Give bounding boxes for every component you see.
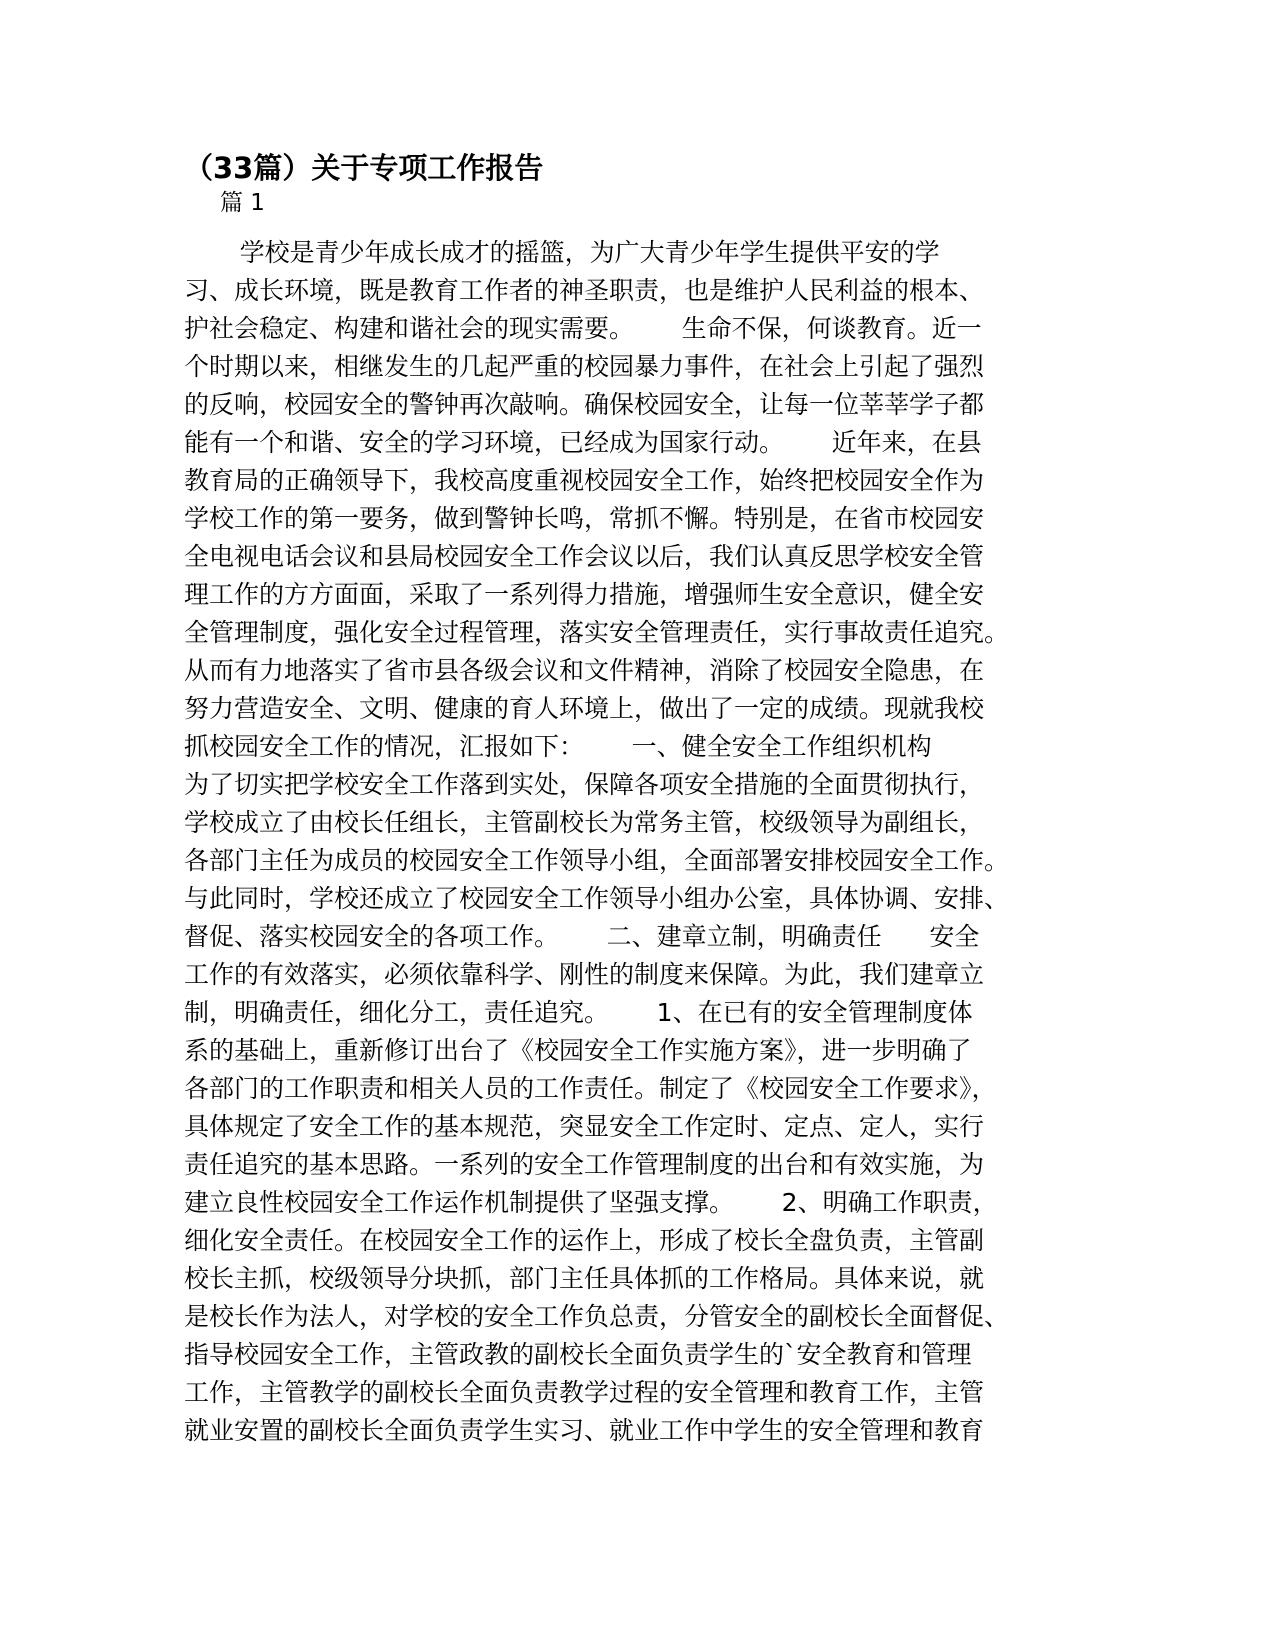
text-line: 指导校园安全工作，主管政教的副校长全面负责学生的`安全教育和管理 [184, 1340, 972, 1369]
text-line: 是校长作为法人，对学校的安全工作负总责，分管安全的副校长全面督促、 [184, 1302, 1010, 1331]
text-line: 教育局的正确领导下，我校高度重视校园安全工作，始终把校园安全作为 [184, 466, 985, 495]
text-line: 抓校园安全工作的情况，汇报如下： 一、健全安全工作组织机构 [184, 732, 932, 761]
text-line: 督促、落实校园安全的各项工作。 二、建章立制，明确责任 安全 [184, 922, 980, 951]
text-line: 能有一个和谐、安全的学习环境，已经成为国家行动。 近年来，在县 [184, 428, 982, 457]
text-line: 具体规定了安全工作的基本规范，突显安全工作定时、定点、定人，实行 [184, 1112, 985, 1141]
body-text [184, 234, 1084, 1450]
text-line: 建立良性校园安全工作运作机制提供了坚强支撑。 2、明确工作职责， [184, 1188, 998, 1217]
text-line: 学校是青少年成长成才的摇篮，为广大青少年学生提供平安的学 [184, 238, 940, 267]
text-line: 为了切实把学校安全工作落到实处，保障各项安全措施的全面贯彻执行， [184, 770, 985, 799]
text-line: 个时期以来，相继发生的几起严重的校园暴力事件，在社会上引起了强烈 [184, 352, 985, 381]
text-line: 从而有力地落实了省市县各级会议和文件精神，消除了校园安全隐患，在 [184, 656, 985, 685]
text-line: 校长主抓，校级领导分块抓，部门主任具体抓的工作格局。具体来说，就 [184, 1264, 985, 1293]
text-line: 责任追究的基本思路。一系列的安全工作管理制度的出台和有效实施，为 [184, 1150, 985, 1179]
text-line: 护社会稳定、构建和谐社会的现实需要。 生命不保，何谈教育。近一 [184, 314, 982, 343]
text-line: 的反响，校园安全的警钟再次敲响。确保校园安全，让每一位莘莘学子都 [184, 390, 985, 419]
text-line: 学校工作的第一要务，做到警钟长鸣，常抓不懈。特别是，在省市校园安 [184, 504, 985, 533]
text-line: 制，明确责任，细化分工，责任追究。 1、在已有的安全管理制度体 [184, 998, 973, 1027]
text-line: 各部门的工作职责和相关人员的工作责任。制定了《校园安全工作要求》， [184, 1074, 997, 1103]
section-heading: 篇 1 [220, 190, 265, 216]
text-line: 全电视电话会议和县局校园安全工作会议以后，我们认真反思学校安全管 [184, 542, 985, 571]
text-line: 与此同时，学校还成立了校园安全工作领导小组办公室，具体协调、安排、 [184, 884, 1010, 913]
text-line: 工作的有效落实，必须依靠科学、刚性的制度来保障。为此，我们建章立 [184, 960, 985, 989]
text-line: 就业安置的副校长全面负责学生实习、就业工作中学生的安全管理和教育 [184, 1416, 985, 1445]
text-line: 工作，主管教学的副校长全面负责教学过程的安全管理和教育工作，主管 [184, 1378, 985, 1407]
document-title: （33篇）关于专项工作报告 [184, 151, 544, 185]
text-line: 理工作的方方面面，采取了一系列得力措施，增强师生安全意识，健全安 [184, 580, 985, 609]
text-line: 各部门主任为成员的校园安全工作领导小组，全面部署安排校园安全工作。 [184, 846, 1010, 875]
text-line: 细化安全责任。在校园安全工作的运作上，形成了校长全盘负责，主管副 [184, 1226, 985, 1255]
text-line: 系的基础上，重新修订出台了《校园安全工作实施方案》，进一步明确了 [184, 1036, 972, 1065]
text-line: 学校成立了由校长任组长，主管副校长为常务主管，校级领导为副组长， [184, 808, 985, 837]
text-line: 努力营造安全、文明、健康的育人环境上，做出了一定的成绩。现就我校 [184, 694, 985, 723]
text-line: 全管理制度，强化安全过程管理，落实安全管理责任，实行事故责任追究。 [184, 618, 1010, 647]
text-line: 习、成长环境，既是教育工作者的神圣职责，也是维护人民利益的根本、 [184, 276, 985, 305]
